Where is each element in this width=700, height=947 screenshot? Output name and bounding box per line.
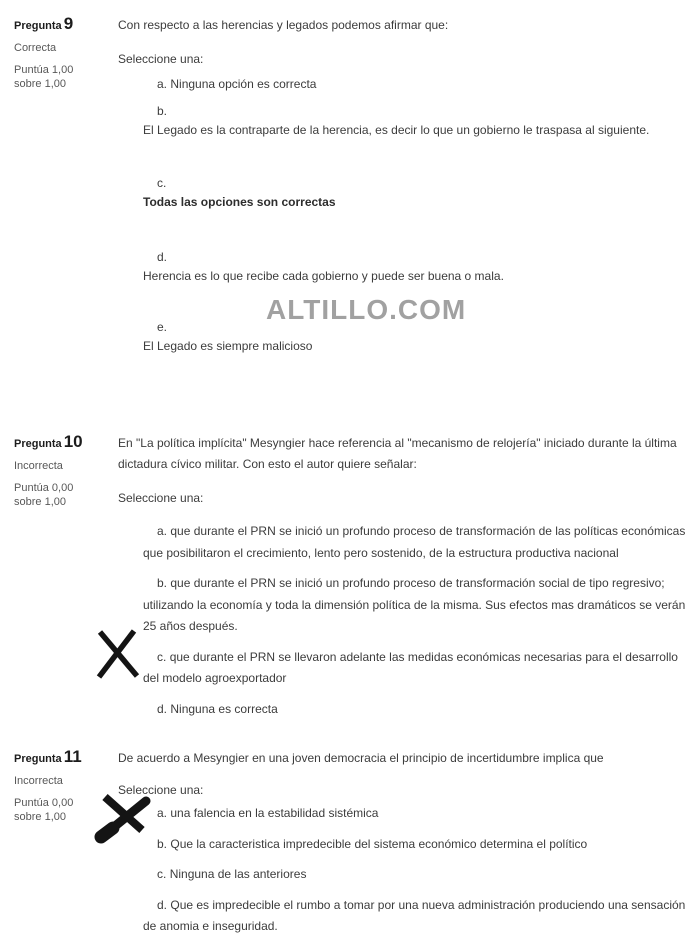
question-content: [118, 748, 688, 947]
question-label: Pregunta: [14, 438, 62, 450]
option-letter: c.: [157, 867, 167, 881]
option-letter: e.: [157, 320, 168, 334]
option-letter: c.: [157, 176, 167, 190]
option-letter: a.: [157, 524, 168, 538]
question-number: 9: [63, 14, 74, 33]
question-header: [14, 14, 112, 34]
option-text: Ninguna es correcta: [170, 701, 278, 716]
option-row-d: [118, 699, 688, 721]
points-text: Puntúa 1,00 sobre 1,00: [14, 64, 74, 90]
select-one-label: Seleccione una:: [118, 783, 204, 797]
option-row-c: [118, 174, 688, 214]
option-letter: d.: [157, 249, 168, 264]
option-row-b: [118, 102, 688, 142]
option-text: El Legado es la contraparte de la herencia, es decir lo que un gobierno le traspasa al siguiente.: [143, 122, 650, 137]
question-header: [14, 747, 112, 767]
question-info-sidebar: [14, 747, 112, 824]
option-text: que durante el PRN se inició un profundo proceso de transformación de las políticas económicas que posibilitaron el crecimiento, lento pero sostenido, de la estructura productiva nacional: [143, 524, 686, 560]
option-text: que durante el PRN se llevaron adelante las medidas económicas necesarias para el desarrollo del modelo agroexportador: [143, 649, 678, 685]
option-row-a: [118, 803, 688, 825]
question-prompt: De acuerdo a Mesyngier en una joven democracia el principio de incertidumbre implica que: [118, 751, 604, 765]
option-letter: a.: [157, 77, 168, 91]
option-text: Todas las opciones son correctas: [143, 195, 336, 209]
question-number: 10: [63, 432, 83, 451]
option-text: que durante el PRN se inició un profundo proceso de transformación social de tipo regresivo; utilizando la economía y toda la dimensión política de la misma. Sus efectos mas dramáticos se verán 25 años después.: [143, 576, 686, 633]
option-text: Ninguna de las anteriores: [169, 867, 307, 881]
altillo-watermark: ALTILLO.COM: [266, 294, 467, 325]
option-text: Que la caracteristica impredecible del sistema económico determina el político: [170, 836, 588, 851]
status-badge: Incorrecta: [14, 775, 63, 787]
option-row-b: [118, 573, 688, 638]
select-one-label: Seleccione una:: [118, 491, 204, 505]
option-row-c: [118, 647, 688, 690]
question-header: [14, 432, 112, 452]
option-letter: c.: [157, 649, 167, 664]
question-number: 11: [63, 747, 82, 766]
question-label: Pregunta: [14, 20, 62, 32]
status-badge: Correcta: [14, 42, 57, 54]
option-text: El Legado es siempre malicioso: [143, 339, 313, 353]
question-content: [118, 433, 688, 729]
question-info-sidebar: [14, 432, 112, 509]
option-text: Que es impredecible el rumbo a tomar por una nueva administración produciendo una sensación de anomia e inseguridad.: [143, 897, 686, 933]
select-one-label: Seleccione una:: [118, 52, 204, 66]
option-row-d: [118, 895, 688, 938]
option-text: Ninguna opción es correcta: [170, 77, 317, 91]
option-row-b: [118, 834, 688, 856]
option-letter: a.: [157, 806, 168, 820]
question-label: Pregunta: [14, 753, 62, 765]
option-letter: b.: [157, 576, 168, 590]
option-row-c: [118, 864, 688, 886]
question-prompt: En "La política implícita" Mesyngier hace referencia al "mecanismo de relojería" iniciado durante la última dictadura cívico militar. Con esto el autor quiere señalar:: [118, 436, 677, 471]
option-letter: b.: [157, 836, 168, 851]
question-info-sidebar: [14, 14, 112, 91]
option-text: Herencia es lo que recibe cada gobierno y puede ser buena o mala.: [143, 268, 504, 283]
option-row-d: [118, 248, 688, 288]
option-letter: b.: [157, 103, 168, 118]
option-row-a: [118, 521, 688, 564]
points-text: Puntúa 0,00 sobre 1,00: [14, 797, 74, 823]
points-text: Puntúa 0,00 sobre 1,00: [14, 482, 74, 508]
option-letter: d.: [157, 701, 168, 716]
question-prompt: Con respecto a las herencias y legados podemos afirmar que:: [118, 18, 449, 32]
status-badge: Incorrecta: [14, 460, 63, 472]
option-text: una falencia en la estabilidad sistémica: [170, 806, 379, 820]
option-letter: d.: [157, 897, 168, 912]
option-row-a: [118, 74, 688, 96]
